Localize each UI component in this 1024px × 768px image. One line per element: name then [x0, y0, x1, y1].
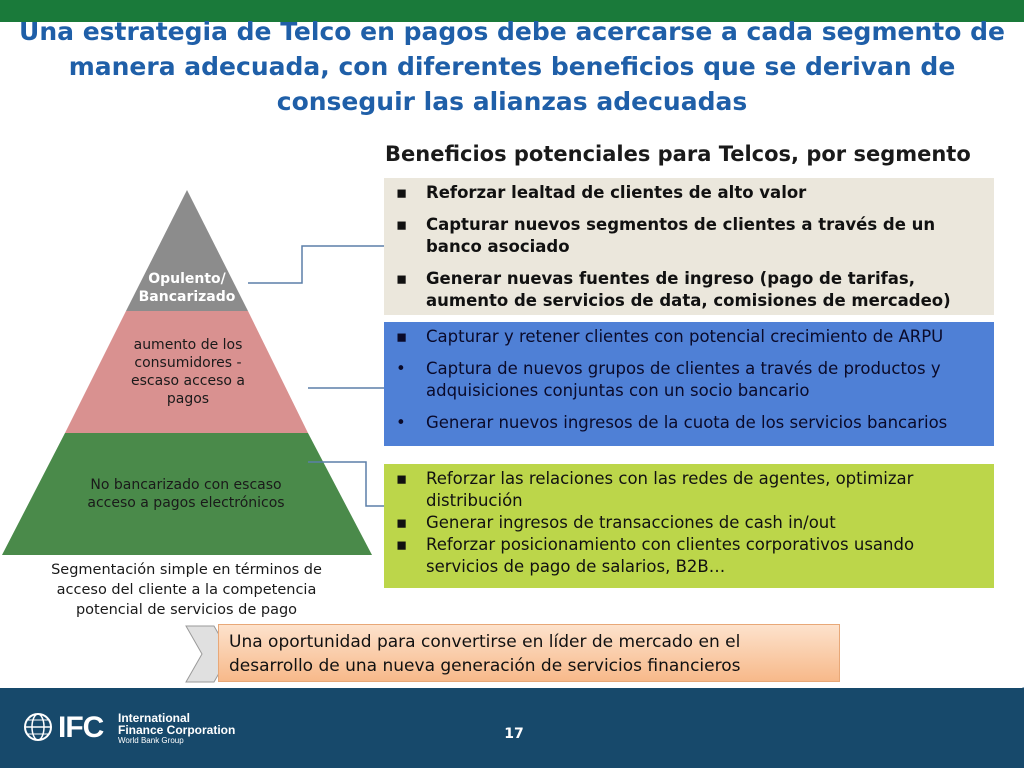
- ifc-org-name: [118, 712, 235, 746]
- list-item: ▪ Reforzar posicionamiento con clientes corporativos usando servicios de pago de salarios, B2B…: [396, 535, 915, 576]
- list-item: ▪ Capturar y retener clientes con potencial crecimiento de ARPU: [396, 327, 944, 346]
- list-item: • Generar nuevos ingresos de la cuota de los servicios bancarios: [396, 413, 948, 432]
- benefits-box-unbanked: [384, 464, 994, 588]
- ifc-logo: IFC: [58, 711, 104, 744]
- slide-title: Una estrategia de Telco en pagos debe acercarse a cada segmento de manera adecuada, con diferentes beneficios que se derivan de conseguir las alianzas adecuadas: [19, 17, 1005, 116]
- page-number: 17: [504, 726, 524, 742]
- opportunity-callout: Una oportunidad para convertirse en líder de mercado en el desarrollo de una nueva generación de servicios financieros: [218, 624, 840, 682]
- pyramid-top-label-line1: Opulento/: [148, 271, 226, 287]
- org-line-3: World Bank Group: [118, 736, 184, 745]
- list-item: ▪ Generar ingresos de transacciones de cash in/out: [396, 513, 836, 532]
- benefits-heading: Beneficios potenciales para Telcos, por segmento: [385, 142, 971, 166]
- org-line-1: International: [118, 711, 191, 725]
- pyramid-middle-label: aumento de los consumidores - escaso acceso a pagos: [131, 337, 245, 407]
- list-item: ▪ Generar nuevas fuentes de ingreso (pago de tarifas, aumento de servicios de data, comisiones de mercadeo): [396, 269, 951, 310]
- list-item: • Captura de nuevos grupos de clientes a través de productos y adquisiciones conjuntas con un socio bancario: [396, 359, 941, 400]
- list-item: ▪ Capturar nuevos segmentos de clientes a través de un banco asociado: [396, 215, 936, 256]
- segmentation-caption: Segmentación simple en términos de acceso del cliente a la competencia potencial de servicios de pago: [51, 562, 322, 618]
- connector-top: [248, 246, 384, 283]
- org-line-2: Finance Corporation: [118, 723, 236, 737]
- list-item: ▪ Reforzar lealtad de clientes de alto valor: [396, 183, 807, 202]
- list-item: ▪ Reforzar las relaciones con las redes de agentes, optimizar distribución: [396, 469, 914, 510]
- benefits-box-growing: [384, 322, 994, 446]
- pyramid-bottom-label: No bancarizado con escaso acceso a pagos electrónicos: [87, 477, 285, 511]
- pyramid-top-label: [128, 270, 246, 306]
- pyramid-top-label-line2: Bancarizado: [138, 289, 236, 305]
- benefits-box-affluent: [384, 178, 994, 315]
